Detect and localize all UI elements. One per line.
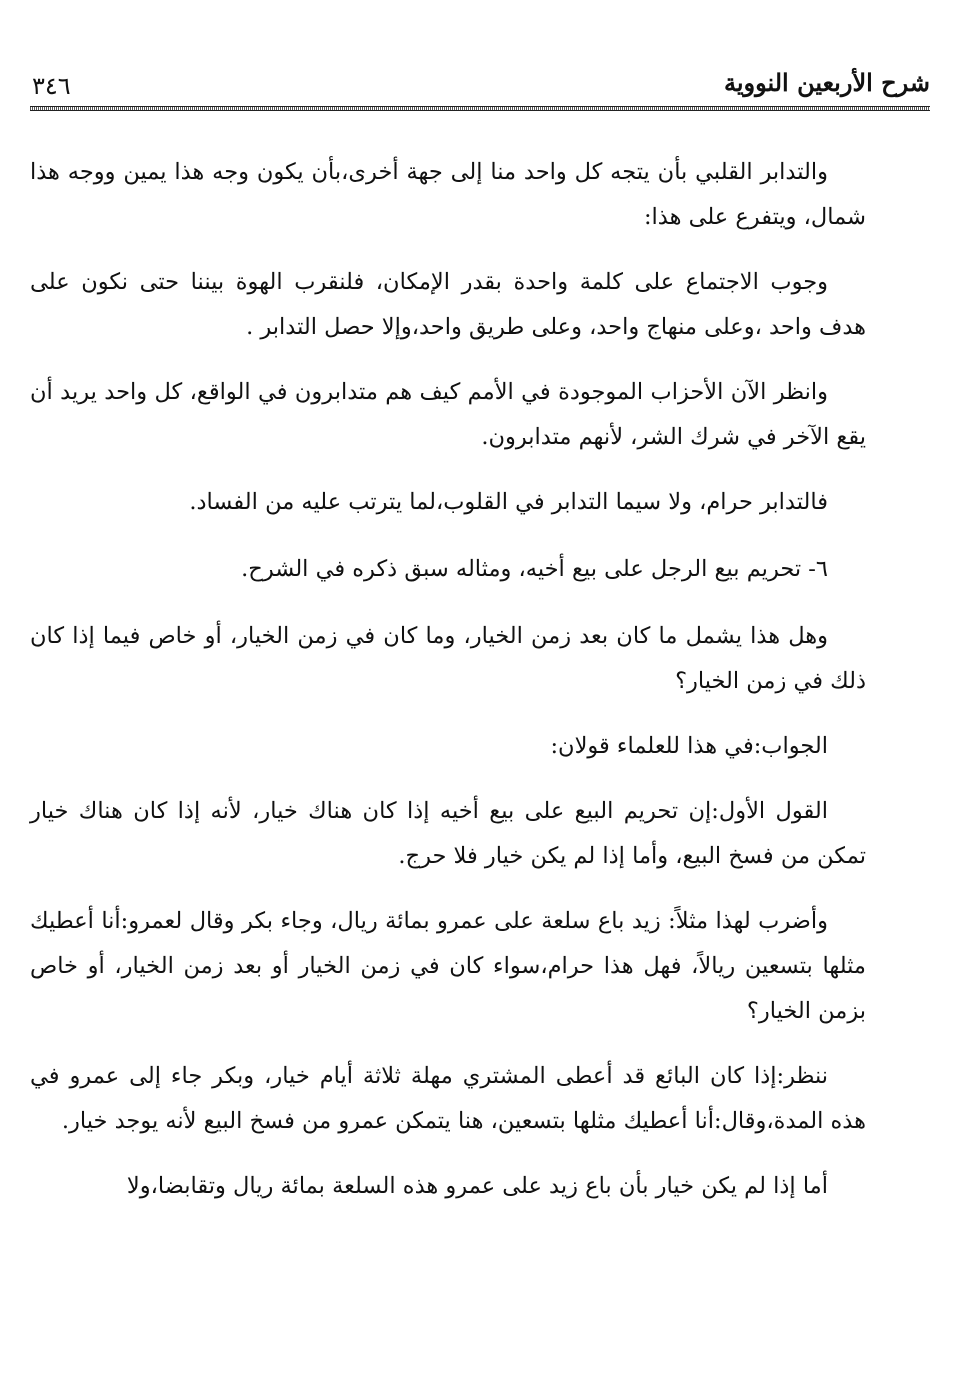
paragraph: ننظر:إذا كان البائع قد أعطى المشتري مهلة ثلاثة أيام خيار، وبكر جاء إلى عمرو في هذه المدة،وقال:أنا أعطيك مثلها بتسعين، هنا يتمكن عمرو من فسخ البيع لأنه يوجد خيار. [30, 1063, 866, 1134]
paragraph: فالتدابر حرام، ولا سيما التدابر في القلوب،لما يترتب عليه من الفساد. [189, 489, 828, 515]
paragraph: وهل هذا يشمل ما كان بعد زمن الخيار، وما كان في زمن الخيار، أو خاص فيما إذا كان ذلك في زمن الخيار؟ [30, 623, 866, 694]
paragraph: وجوب الاجتماع على كلمة واحدة بقدر الإمكان، فلنقرب الهوة بيننا حتى نكون على هدف واحد ،وعلى منهاج واحد، وعلى طريق واحد،وإلا حصل التدابر . [30, 269, 866, 340]
paragraph: وأضرب لهذا مثلاً: زيد باع سلعة على عمرو بمائة ريال، وجاء بكر وقال لعمرو:أنا أعطيك مثلها بتسعين ريالاً، فهل هذا حرام،سواء كان في زمن الخيار أو بعد زمن الخيار، أو خاص بزمن الخيار؟ [30, 908, 866, 1024]
page-header [30, 66, 930, 110]
paragraph: ٦- تحريم بيع الرجل على بيع أخيه، ومثاله سبق ذكره في الشرح. [241, 556, 828, 582]
paragraph: الجواب:في هذا للعلماء قولان: [550, 733, 828, 759]
page-body [30, 150, 866, 1229]
paragraph: القول الأول:إن تحريم البيع على بيع أخيه إذا كان هناك خيار، لأنه إذا كان هناك خيار تمكن من فسخ البيع، وأما إذا لم يكن خيار فلا حرج. [30, 798, 866, 869]
paragraph: والتدابر القلبي بأن يتجه كل واحد منا إلى جهة أخرى،بأن يكون وجه هذا يمين ووجه هذا شمال، ويتفرع على هذا: [30, 159, 866, 230]
paragraph: أما إذا لم يكن خيار بأن باع زيد على عمرو هذه السلعة بمائة ريال وتقابضا،ولا [126, 1173, 828, 1199]
book-title: شرح الأربعين النووية [723, 68, 930, 97]
header-divider [30, 106, 930, 111]
paragraph: وانظر الآن الأحزاب الموجودة في الأمم كيف هم متدابرون في الواقع، كل واحد يريد أن يقع الآخر في شرك الشر، لأنهم متدابرون. [30, 379, 866, 450]
page-number: ٣٤٦ [32, 72, 71, 100]
